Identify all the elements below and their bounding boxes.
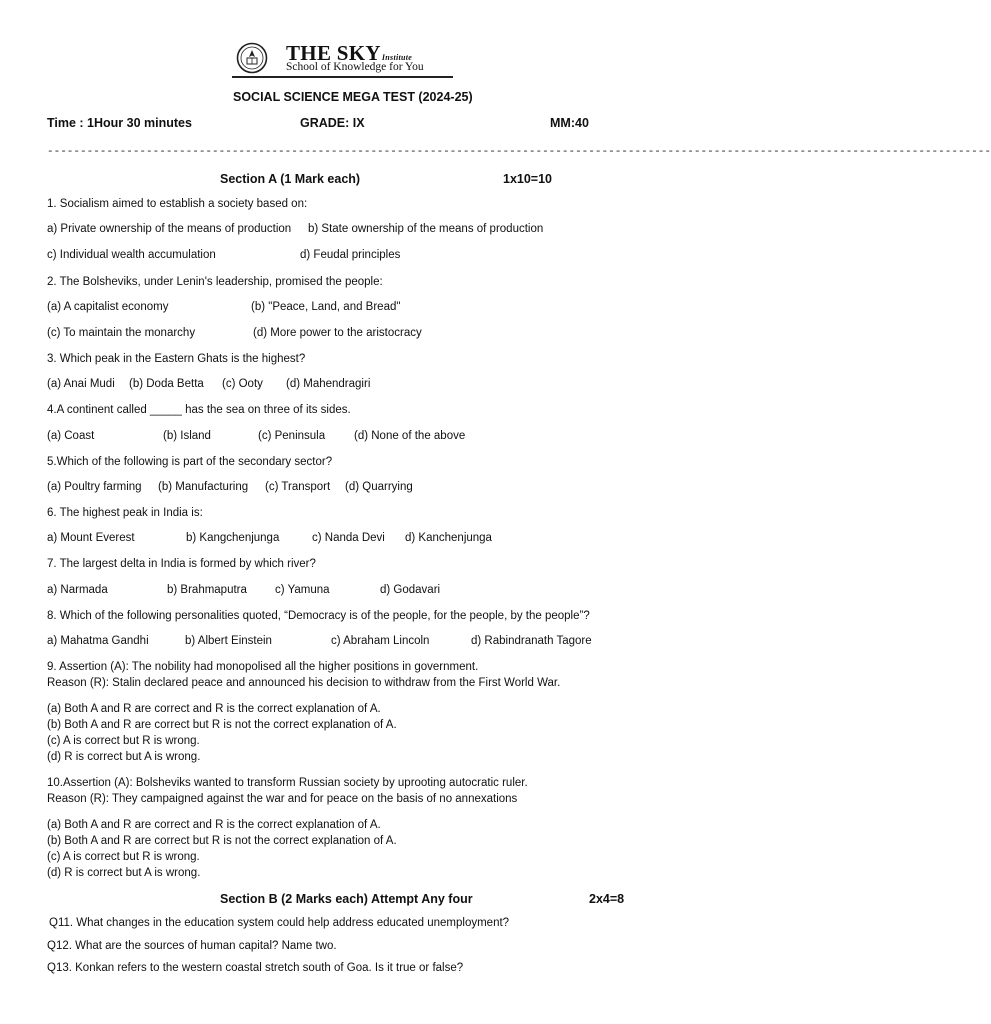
grade-info: GRADE: IX [300,116,365,130]
q10-reason: Reason (R): They campaigned against the war and for peace on the basis of no annexations [47,793,518,805]
institute-tagline: School of Knowledge for You [286,61,424,73]
q4-option-d: (d) None of the above [354,430,466,442]
q5-option-b: (b) Manufacturing [158,481,249,493]
time-info: Time : 1Hour 30 minutes [47,116,192,130]
q2-option-c: (c) To maintain the monarchy [47,327,196,339]
question-1: 1. Socialism aimed to establish a society based on: [47,198,308,210]
q9-option-a: (a) Both A and R are correct and R is the correct explanation of A. [47,703,381,715]
q2-option-d: (d) More power to the aristocracy [253,327,422,339]
section-b-title: Section B (2 Marks each) Attempt Any four [220,892,473,906]
q10-option-a: (a) Both A and R are correct and R is the correct explanation of A. [47,819,381,831]
q3-option-d: (d) Mahendragiri [286,378,371,390]
q6-option-b: b) Kangchenjunga [186,532,280,544]
q9-option-c: (c) A is correct but R is wrong. [47,735,200,747]
q7-option-c: c) Yamuna [275,584,330,596]
q10-option-d: (d) R is correct but A is wrong. [47,867,201,879]
q9-option-d: (d) R is correct but A is wrong. [47,751,201,763]
q7-option-a: a) Narmada [47,584,108,596]
q6-option-d: d) Kanchenjunga [405,532,492,544]
q9-assertion: 9. Assertion (A): The nobility had monopolised all the higher positions in government. [47,661,479,673]
institute-logo [232,42,454,78]
q1-option-a: a) Private ownership of the means of production [47,223,292,235]
question-4: 4.A continent called _____ has the sea on three of its sides. [47,404,351,416]
logo-underline [232,76,453,78]
q5-option-a: (a) Poultry farming [47,481,142,493]
q5-option-d: (d) Quarrying [345,481,413,493]
q7-option-b: b) Brahmaputra [167,584,247,596]
question-2: 2. The Bolsheviks, under Lenin's leadership, promised the people: [47,276,383,288]
question-7: 7. The largest delta in India is formed by which river? [47,558,316,570]
q9-option-b: (b) Both A and R are correct but R is not the correct explanation of A. [47,719,397,731]
q2-option-b: (b) "Peace, Land, and Bread" [251,301,401,313]
q8-option-a: a) Mahatma Gandhi [47,635,149,647]
q2-option-a: (a) A capitalist economy [47,301,169,313]
q4-option-b: (b) Island [163,430,211,442]
q10-option-c: (c) A is correct but R is wrong. [47,851,200,863]
test-title: SOCIAL SCIENCE MEGA TEST (2024-25) [233,90,473,104]
institute-seal-icon [236,42,268,74]
q9-reason: Reason (R): Stalin declared peace and announced his decision to withdraw from the First World War. [47,677,561,689]
question-6: 6. The highest peak in India is: [47,507,203,519]
q8-option-b: b) Albert Einstein [185,635,272,647]
q1-option-c: c) Individual wealth accumulation [47,249,216,261]
q8-option-d: d) Rabindranath Tagore [471,635,592,647]
question-12: Q12. What are the sources of human capital? Name two. [47,940,337,952]
q6-option-a: a) Mount Everest [47,532,135,544]
q10-option-b: (b) Both A and R are correct but R is not the correct explanation of A. [47,835,397,847]
q7-option-d: d) Godavari [380,584,441,596]
question-13: Q13. Konkan refers to the western coastal stretch south of Goa. Is it true or false? [47,962,464,974]
section-a-marks: 1x10=10 [503,172,553,186]
q1-option-d: d) Feudal principles [300,249,401,261]
question-5: 5.Which of the following is part of the secondary sector? [47,456,333,468]
q4-option-c: (c) Peninsula [258,430,326,442]
question-8: 8. Which of the following personalities quoted, “Democracy is of the people, for the people, by the people”? [47,610,590,622]
institute-suffix: Institute [381,53,413,62]
q10-assertion: 10.Assertion (A): Bolsheviks wanted to transform Russian society by uprooting autocratic ruler. [47,777,528,789]
q1-option-b: b) State ownership of the means of production [308,223,544,235]
question-11: Q11. What changes in the education system could help address educated unemployment? [49,917,510,929]
q3-option-c: (c) Ooty [222,378,263,390]
q5-option-c: (c) Transport [265,481,331,493]
header-divider: ----------------------------------------------------------------------------------------------------------------------------------------------- [47,146,991,158]
institute-name: THE SKYInstitute [286,41,413,65]
section-a-title: Section A (1 Mark each) [220,172,361,186]
question-3: 3. Which peak in the Eastern Ghats is the highest? [47,353,306,365]
q8-option-c: c) Abraham Lincoln [331,635,430,647]
max-marks: MM:40 [550,116,589,130]
q3-option-b: (b) Doda Betta [129,378,204,390]
q6-option-c: c) Nanda Devi [312,532,385,544]
section-b-marks: 2x4=8 [589,892,625,906]
q3-option-a: (a) Anai Mudi [47,378,115,390]
q4-option-a: (a) Coast [47,430,95,442]
